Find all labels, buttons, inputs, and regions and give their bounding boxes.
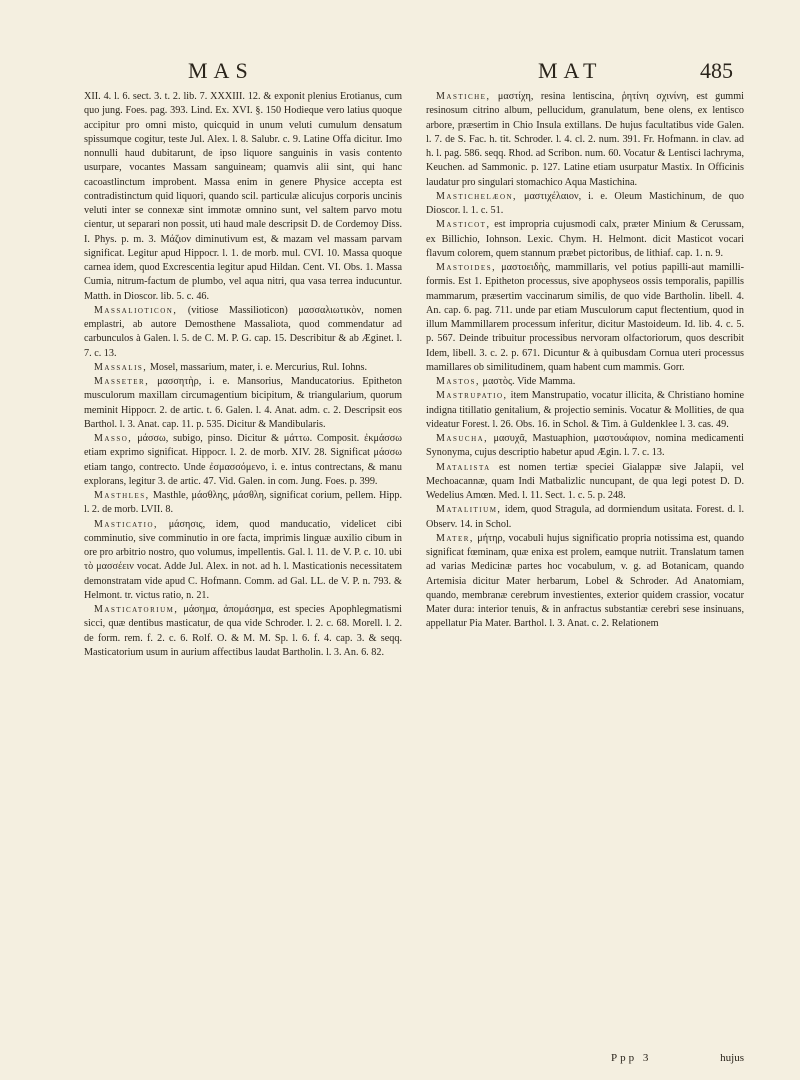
entry-text: Mosel, massarium, mater, i. e. Mercurius, Rul. Iohns.	[149, 361, 368, 373]
entry-text: est impropria cujusmodi calx, præter Minium & Cerussam, ex Billichio, Iohnson. Lexic. Chym. H. Helmont. dicit Masticot vocari flavum colorem, quem stannum præbet pictoribus, de lithiaf. cap. 1. n. 9.	[426, 219, 744, 259]
entry-headword: Mater,	[436, 532, 474, 544]
entry-headword: Mastichelæon,	[436, 190, 518, 202]
dictionary-entry	[84, 90, 402, 304]
dictionary-entry	[84, 432, 402, 489]
running-head-right: MAT	[538, 58, 603, 83]
entry-text: μαστιχέλαιον, i. e. Oleum Mastichinum, de quo Dioscor. l. 1. c. 51.	[426, 190, 745, 216]
entry-text: Masthle, μάσθλης, μάσθλη, significat corium, pellem. Hipp. l. 2. de morb. LVII. 8.	[84, 490, 403, 516]
entry-text: item Manstrupatio, vocatur illicita, & Christiano homine indigna titillatio genitalium, & projectio seminis. Vocatur & Mollities, de qua videatur Forest. l. 26. Obs. 16. in Schol. & Tim. à Guldenklee l. 3. cas. 49.	[426, 390, 744, 430]
dictionary-entry	[84, 375, 402, 432]
entry-headword: Matalista	[436, 461, 491, 473]
dictionary-entry	[426, 375, 744, 389]
right-column	[426, 90, 744, 632]
entry-text: XII. 4. l. 6. sect. 3. t. 2. lib. 7. XXXIII. 12. & exponit plenius Erotianus, cum quo jung. Foes. pag. 393. Lind. Ex. XVI. §. 150 Hodieque vero latius quoque accipitur pro omni misto, quicquid in unum veluti cumulum densatum spissumque cogitur, teste Jul. Alex. l. 8. Salubr. c. 9. Latine Offa dicitur. Imo nonnulli haud dubitarunt, de ipso liquore sanguinis in vasis contento usurpare, vocantes Massam sanguineam; quamvis alii sint, qui hanc cacoastlinctum improbent. Massa enim in genere Physice accepta est contradistinctum quid liquori, quando scil. particulæ alicujus corporis uncinis veluti inter se connexæ sint immotæ omnino sunt, vel saltem parvo motu cientur, ut separari non possit, uti haud male descripsit D. de Cordemoy Diss. I. Phys. p. m. 3. Μάζιον diminutivum est, & mazam vel massam parvam significat. Legitur apud Hippocr. l. 1. de morb. mul. CVI. 10. Massa quoque carnea idem, quod Excrescentia legitur apud Hildan. Cent. VI. Obs. 1. Massa Cumia, nitrum-factum de plumbo, vel aqua nitri, qua vasa terrea inducuntur. Matth. in Dioscor. lib. 5. c. 46.	[84, 91, 402, 302]
catchword: hujus	[720, 1052, 744, 1064]
entry-text: μήτηρ, vocabuli hujus significatio propria notissima est, quando significat fœminam, quæ enixa est prolem, eamque nutriit. Translatum tamen ad varias Medicinæ partes hoc vocabulum, v. g. ad Botanicam, quando Artemisia dicitur Mater herbarum, Lobel & Schroder. Ad Anatomiam, quando, membranæ cerebrum investientes, exterior quidem crassior, vocatur Mater dura: interior tenuis, & in anfractus substantiæ cerebri sese insinuans, appellatur Pia Mater. Barthol. l. 3. Anat. c. 2. Relationem	[426, 532, 744, 630]
dictionary-entry	[426, 432, 744, 461]
entry-text: μάσσω, subigo, pinso. Dicitur & μάττω. Composit. ἐκμάσσω etiam exprimo significat. Hippocr. l. 2. de morb. XIV. 28. Significat μάσσω etiam tango, contrecto. Unde ἐσμασσόμενο, i. e. intus contrectans, & manu explorans, legitur 3. de artic. 47. Vid. Galen. in com. Jung. Foes. p. 399.	[84, 433, 403, 487]
dictionary-entry	[426, 389, 744, 432]
dictionary-entry	[84, 489, 402, 518]
entry-headword: Masticatio,	[94, 518, 159, 530]
entry-headword: Masticatorium,	[94, 604, 179, 615]
entry-headword: Mastrupatio,	[436, 390, 508, 402]
dictionary-entry	[426, 461, 744, 504]
entry-text: (vitiose Massilioticon) μασσαλιωτικὸν, nomen emplastri, ab autore Demosthene Massaliota, quod commendatur ad carbunculos à Galen. l. 5. de C. M. P. G. cap. 15. Describitur & ab Æginet. l. 7. c. 13.	[84, 304, 402, 359]
running-head-left: MAS	[188, 58, 254, 83]
entry-text: μάσησις, idem, quod manducatio, videlicet cibi comminutio, sive comminutio in ore facta, imprimis linguæ auxilio cibum in ore pro arbitrio nostro, quo volumus, impellentis. Gal. l. 11. de V. P. c. 10. ubi τὸ μασσέειν vocat. Adde Jul. Alex. in not. ad h. l. Masticationis necessitatem demonstratam vide apud C. Hofmann. Comm. ad Gal. LL. de V. P. n. 793. & Helmont. tr. victus ratio, n. 21.	[84, 518, 403, 601]
dictionary-entry	[84, 304, 402, 361]
entry-text: μάσημα, ἀπομάσημα, est species Apophlegmatismi sicci, quæ dentibus masticatur, de qua vide Schroder. l. 2. c. 68. Morell. l. 2. de form. rem. f. 2. c. 6. Rolf. O. & M. M. Sp. l. 6. f. 4. cap. 3. & seqq. Masticatorium usum in aurium affectibus laudat Bartholin. l. 3. An. 6. 82.	[84, 604, 402, 658]
dictionary-entry	[426, 503, 744, 532]
entry-headword: Mastiche,	[436, 91, 491, 102]
entry-text: μασυχᾶ, Mastuaphion, μαστουάφιον, nomina medicamenti Synonyma, cujus descriptio habetur apud Ægin. l. 7. c. 13.	[426, 433, 745, 459]
entry-text: μαστίχη, resina lentiscina, ῥητίνη σχινίνη, est gummi resinosum citrino album, pellucidum, granulatum, bene olens, ex lentisco arbore, præsertim in Chio Insula extillans. De hujus facultatibus vide Galen. l. 7. de S. Fac. h. tit. Schroder. l. 4. cl. 2. num. 391. Fr. Hofmann. in clav. ad h. l. pag. 586. seqq. Rhod. ad Scribon. num. 60. Vocatur & Lentisci lachryma, Keuchen. ad Sammonic. p. 127. Latine etiam usurpatur Mastix. In Officinis laudatur pro singulari stomachico Aqua Mastichina.	[426, 91, 744, 188]
dictionary-entry	[426, 190, 744, 219]
signature-mark: Ppp 3	[611, 1052, 652, 1064]
entry-headword: Mastos,	[436, 376, 480, 387]
dictionary-entry	[84, 518, 402, 604]
entry-text: μαστὸς. Vide Mamma.	[482, 376, 576, 387]
dictionary-entry	[426, 218, 744, 261]
entry-text: est nomen tertiæ speciei Gialappæ sive Jalapii, vel Mechoacannæ, quam Indi Matbalizlic nuncupant, de qua legi potest D. D. Wedelius Amœn. Med. l. 11. Sect. 1. c. 5. p. 248.	[426, 461, 744, 501]
dictionary-entry	[426, 532, 744, 632]
entry-headword: Massalis,	[94, 361, 148, 373]
page-number: 485	[700, 58, 733, 83]
entry-headword: Masseter,	[94, 376, 150, 387]
entry-text: idem, quod Stragula, ad dormiendum usitata. Forest. d. l. Observ. 14. in Schol.	[426, 504, 745, 530]
entry-headword: Masso,	[94, 433, 133, 444]
entry-headword: Masthles,	[94, 490, 150, 501]
dictionary-entry	[426, 261, 744, 375]
entry-headword: Masucha,	[436, 433, 489, 444]
entry-headword: Mastoides,	[436, 262, 497, 273]
entry-headword: Massalioticon,	[94, 304, 178, 316]
entry-text: μαστοειδὴς, mammillaris, vel potius papilli-aut mamilli-formis. Est 1. Epitheton processus, sive apophyseos ossis temporalis, papillis mammarum, præsertim vaccinarum similis, de quo vide Bartholin. libell. 4. An. cap. 6. pag. 711. unde par etiam Musculorum caput flectentium, quod in illum Mammillarem processum inferitur, dicitur Mastoideum. Id. lib. 4. c. 5. p. 567. Deinde tribuitur processibus nervoram olfactoriorum, quos describit Idem, libell. 3. c. 2. p. 671. Dicuntur & à quibusdam Cornua uteri processus mamillares ob similitudinem, quam habent cum mammis. Gorr.	[426, 262, 744, 373]
entry-text: μασσητὴρ, i. e. Mansorius, Manducatorius. Epitheton musculorum maxillam circumagentium bicipitum, & triangularium, quorum meminit Hippocr. 2. de artic. t. 6. Galen. l. 4. Anat. adm. c. 2. Descripsit eos Barthol. l. 3. Anat. cap. 11. p. 535. Dicitur & Mandibularis.	[84, 376, 403, 430]
dictionary-entry	[426, 90, 744, 190]
dictionary-entry	[84, 603, 402, 660]
entry-headword: Matalitium,	[436, 504, 502, 516]
dictionary-entry	[84, 361, 402, 375]
left-column	[84, 90, 402, 660]
entry-headword: Masticot,	[436, 219, 491, 231]
